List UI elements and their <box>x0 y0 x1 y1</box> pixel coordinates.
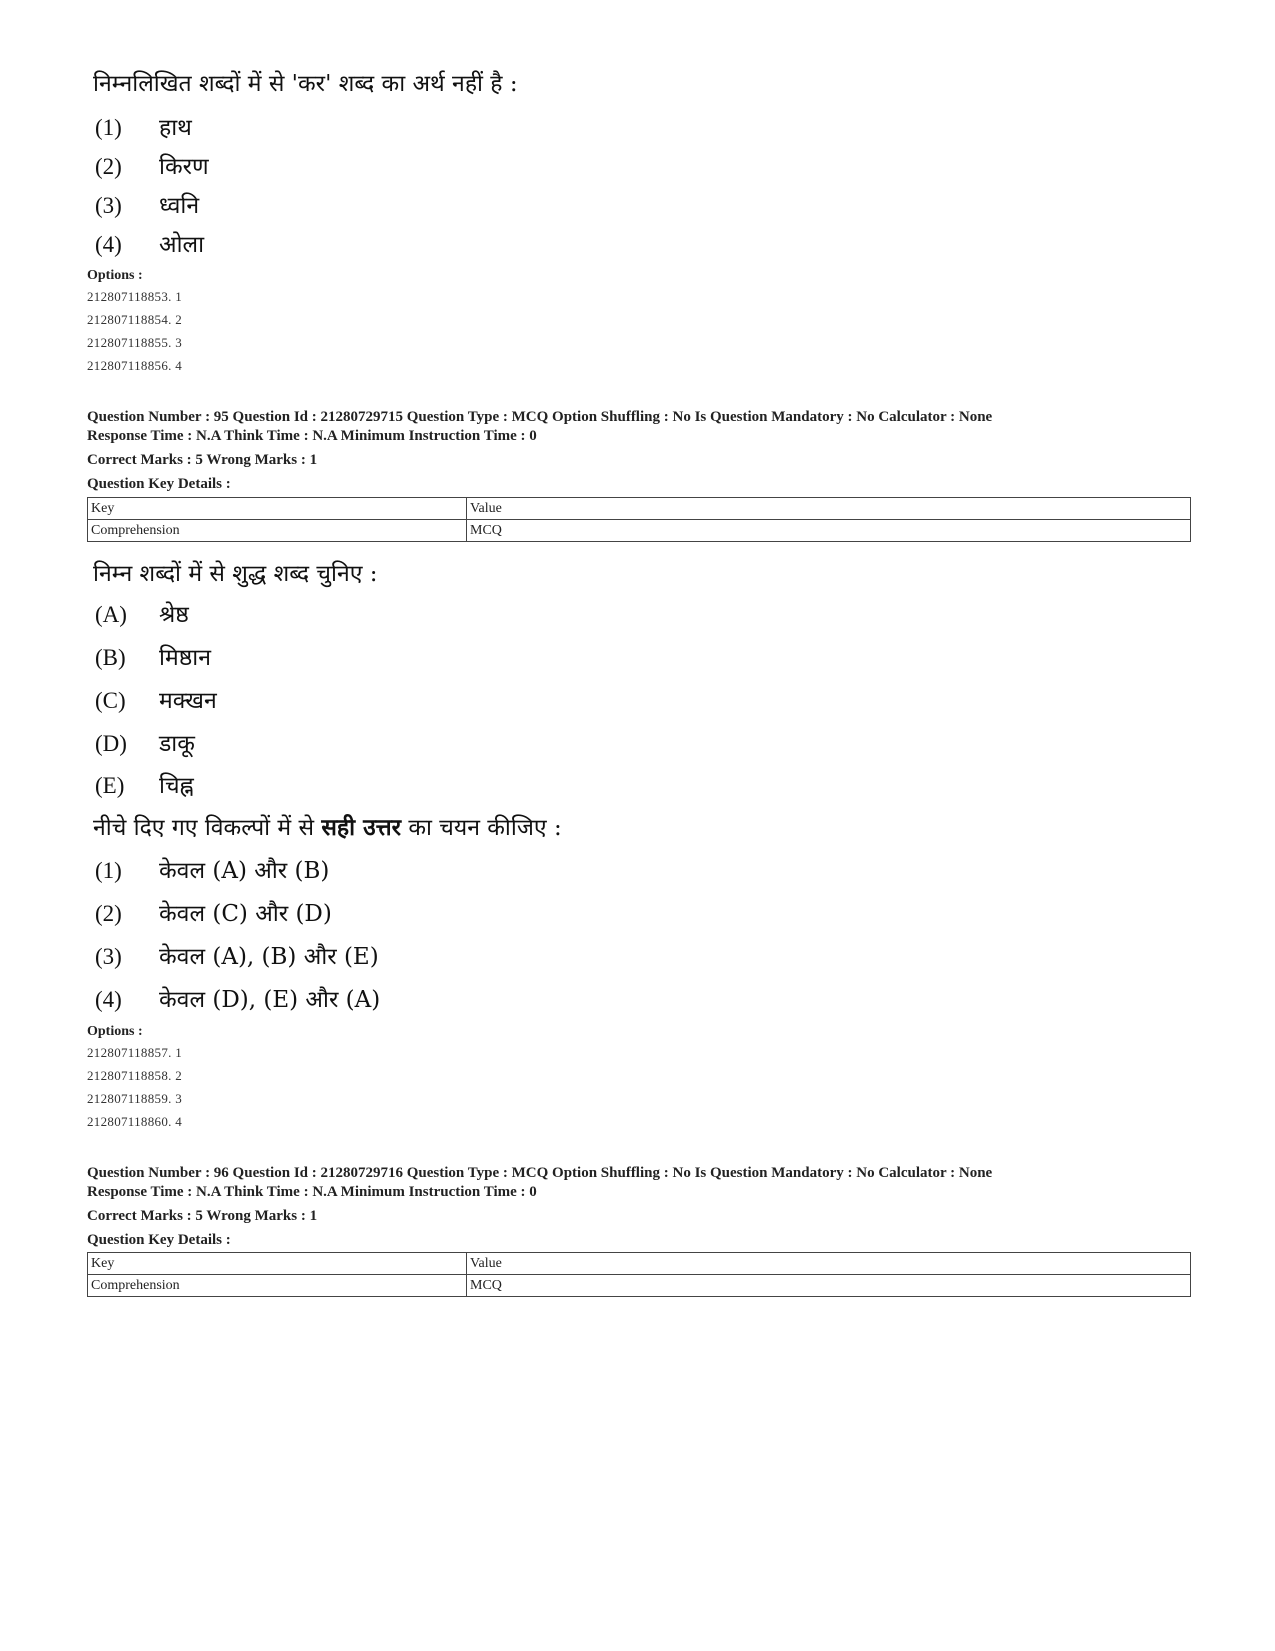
option-number: (1) <box>95 858 122 883</box>
table-header-row <box>88 498 1191 520</box>
table-cell: Key <box>88 498 467 520</box>
key-table <box>87 1252 1191 1297</box>
key-table <box>87 497 1191 542</box>
option-number: (2) <box>95 154 122 179</box>
question-text: निम्नलिखित शब्दों में से 'कर' शब्द का अर्थ नहीं है : <box>93 71 518 97</box>
table-cell: Key <box>88 1253 467 1275</box>
statement-label: (B) <box>95 645 126 670</box>
table-cell: MCQ <box>467 520 1191 542</box>
question-meta-line: Response Time : N.A Think Time : N.A Minimum Instruction Time : 0 <box>87 1184 537 1200</box>
option-text: केवल (C) और (D) <box>159 901 332 927</box>
option-code: 212807118857. 1 <box>87 1045 183 1060</box>
instruction-text <box>93 810 562 842</box>
option-text: ध्वनि <box>159 193 200 219</box>
instruction-post: का चयन कीजिए : <box>408 815 562 841</box>
option-4 <box>95 982 380 1014</box>
option-2 <box>95 149 209 181</box>
options-label: Options : <box>87 1024 143 1039</box>
statement-e <box>95 768 194 800</box>
statement-text: चिह्न <box>159 773 194 799</box>
statement-label: (E) <box>95 773 125 798</box>
option-number: (3) <box>95 193 122 218</box>
instruction-bold: सही उत्तर <box>321 814 401 841</box>
question-meta-line: Question Number : 96 Question Id : 21280729716 Question Type : MCQ Option Shuffling : No Is Question Mandatory : No Calculator : None <box>87 1165 993 1181</box>
statement-a <box>95 597 189 629</box>
statement-label: (D) <box>95 731 127 756</box>
option-code: 212807118858. 2 <box>87 1068 183 1083</box>
option-text: हाथ <box>159 115 192 141</box>
question-meta-line: Response Time : N.A Think Time : N.A Minimum Instruction Time : 0 <box>87 428 537 444</box>
option-1 <box>95 853 329 885</box>
statement-text: मक्खन <box>159 688 217 714</box>
statement-text: श्रेष्ठ <box>159 602 189 628</box>
table-header-row <box>88 1253 1191 1275</box>
statement-c <box>95 683 217 715</box>
table-cell: Value <box>467 1253 1191 1275</box>
marks-line: Correct Marks : 5 Wrong Marks : 1 <box>87 1208 318 1224</box>
option-number: (3) <box>95 944 122 969</box>
table-row <box>88 520 1191 542</box>
statement-label: (C) <box>95 688 126 713</box>
question-meta-line: Question Number : 95 Question Id : 21280729715 Question Type : MCQ Option Shuffling : No Is Question Mandatory : No Calculator : None <box>87 409 993 425</box>
statement-d <box>95 726 195 758</box>
option-3 <box>95 188 199 220</box>
option-2 <box>95 896 332 928</box>
options-label: Options : <box>87 268 143 283</box>
option-text: ओला <box>159 232 205 258</box>
marks-line: Correct Marks : 5 Wrong Marks : 1 <box>87 452 318 468</box>
table-cell: Comprehension <box>88 520 467 542</box>
option-4 <box>95 227 204 259</box>
table-cell: MCQ <box>467 1275 1191 1297</box>
statement-text: मिष्ठान <box>159 645 211 671</box>
option-text: केवल (A), (B) और (E) <box>159 944 379 970</box>
table-row <box>88 1275 1191 1297</box>
option-number: (2) <box>95 901 122 926</box>
option-text: किरण <box>159 154 209 180</box>
key-details-label: Question Key Details : <box>87 1232 231 1248</box>
option-code: 212807118853. 1 <box>87 289 183 304</box>
statement-label: (A) <box>95 602 127 627</box>
option-code: 212807118859. 3 <box>87 1091 183 1106</box>
instruction-pre: नीचे दिए गए विकल्पों में से <box>93 815 315 841</box>
option-code: 212807118856. 4 <box>87 358 183 373</box>
table-cell: Value <box>467 498 1191 520</box>
option-1 <box>95 110 192 142</box>
option-code: 212807118854. 2 <box>87 312 183 327</box>
key-details-label: Question Key Details : <box>87 476 231 492</box>
option-number: (4) <box>95 987 122 1012</box>
question-text: निम्न शब्दों में से शुद्ध शब्द चुनिए : <box>93 561 378 587</box>
option-code: 212807118860. 4 <box>87 1114 183 1129</box>
option-code: 212807118855. 3 <box>87 335 183 350</box>
statement-text: डाकू <box>159 731 195 757</box>
option-number: (4) <box>95 232 122 257</box>
option-text: केवल (A) और (B) <box>159 858 330 884</box>
statement-b <box>95 640 211 672</box>
option-text: केवल (D), (E) और (A) <box>159 987 381 1013</box>
option-number: (1) <box>95 115 122 140</box>
table-cell: Comprehension <box>88 1275 467 1297</box>
option-3 <box>95 939 379 971</box>
